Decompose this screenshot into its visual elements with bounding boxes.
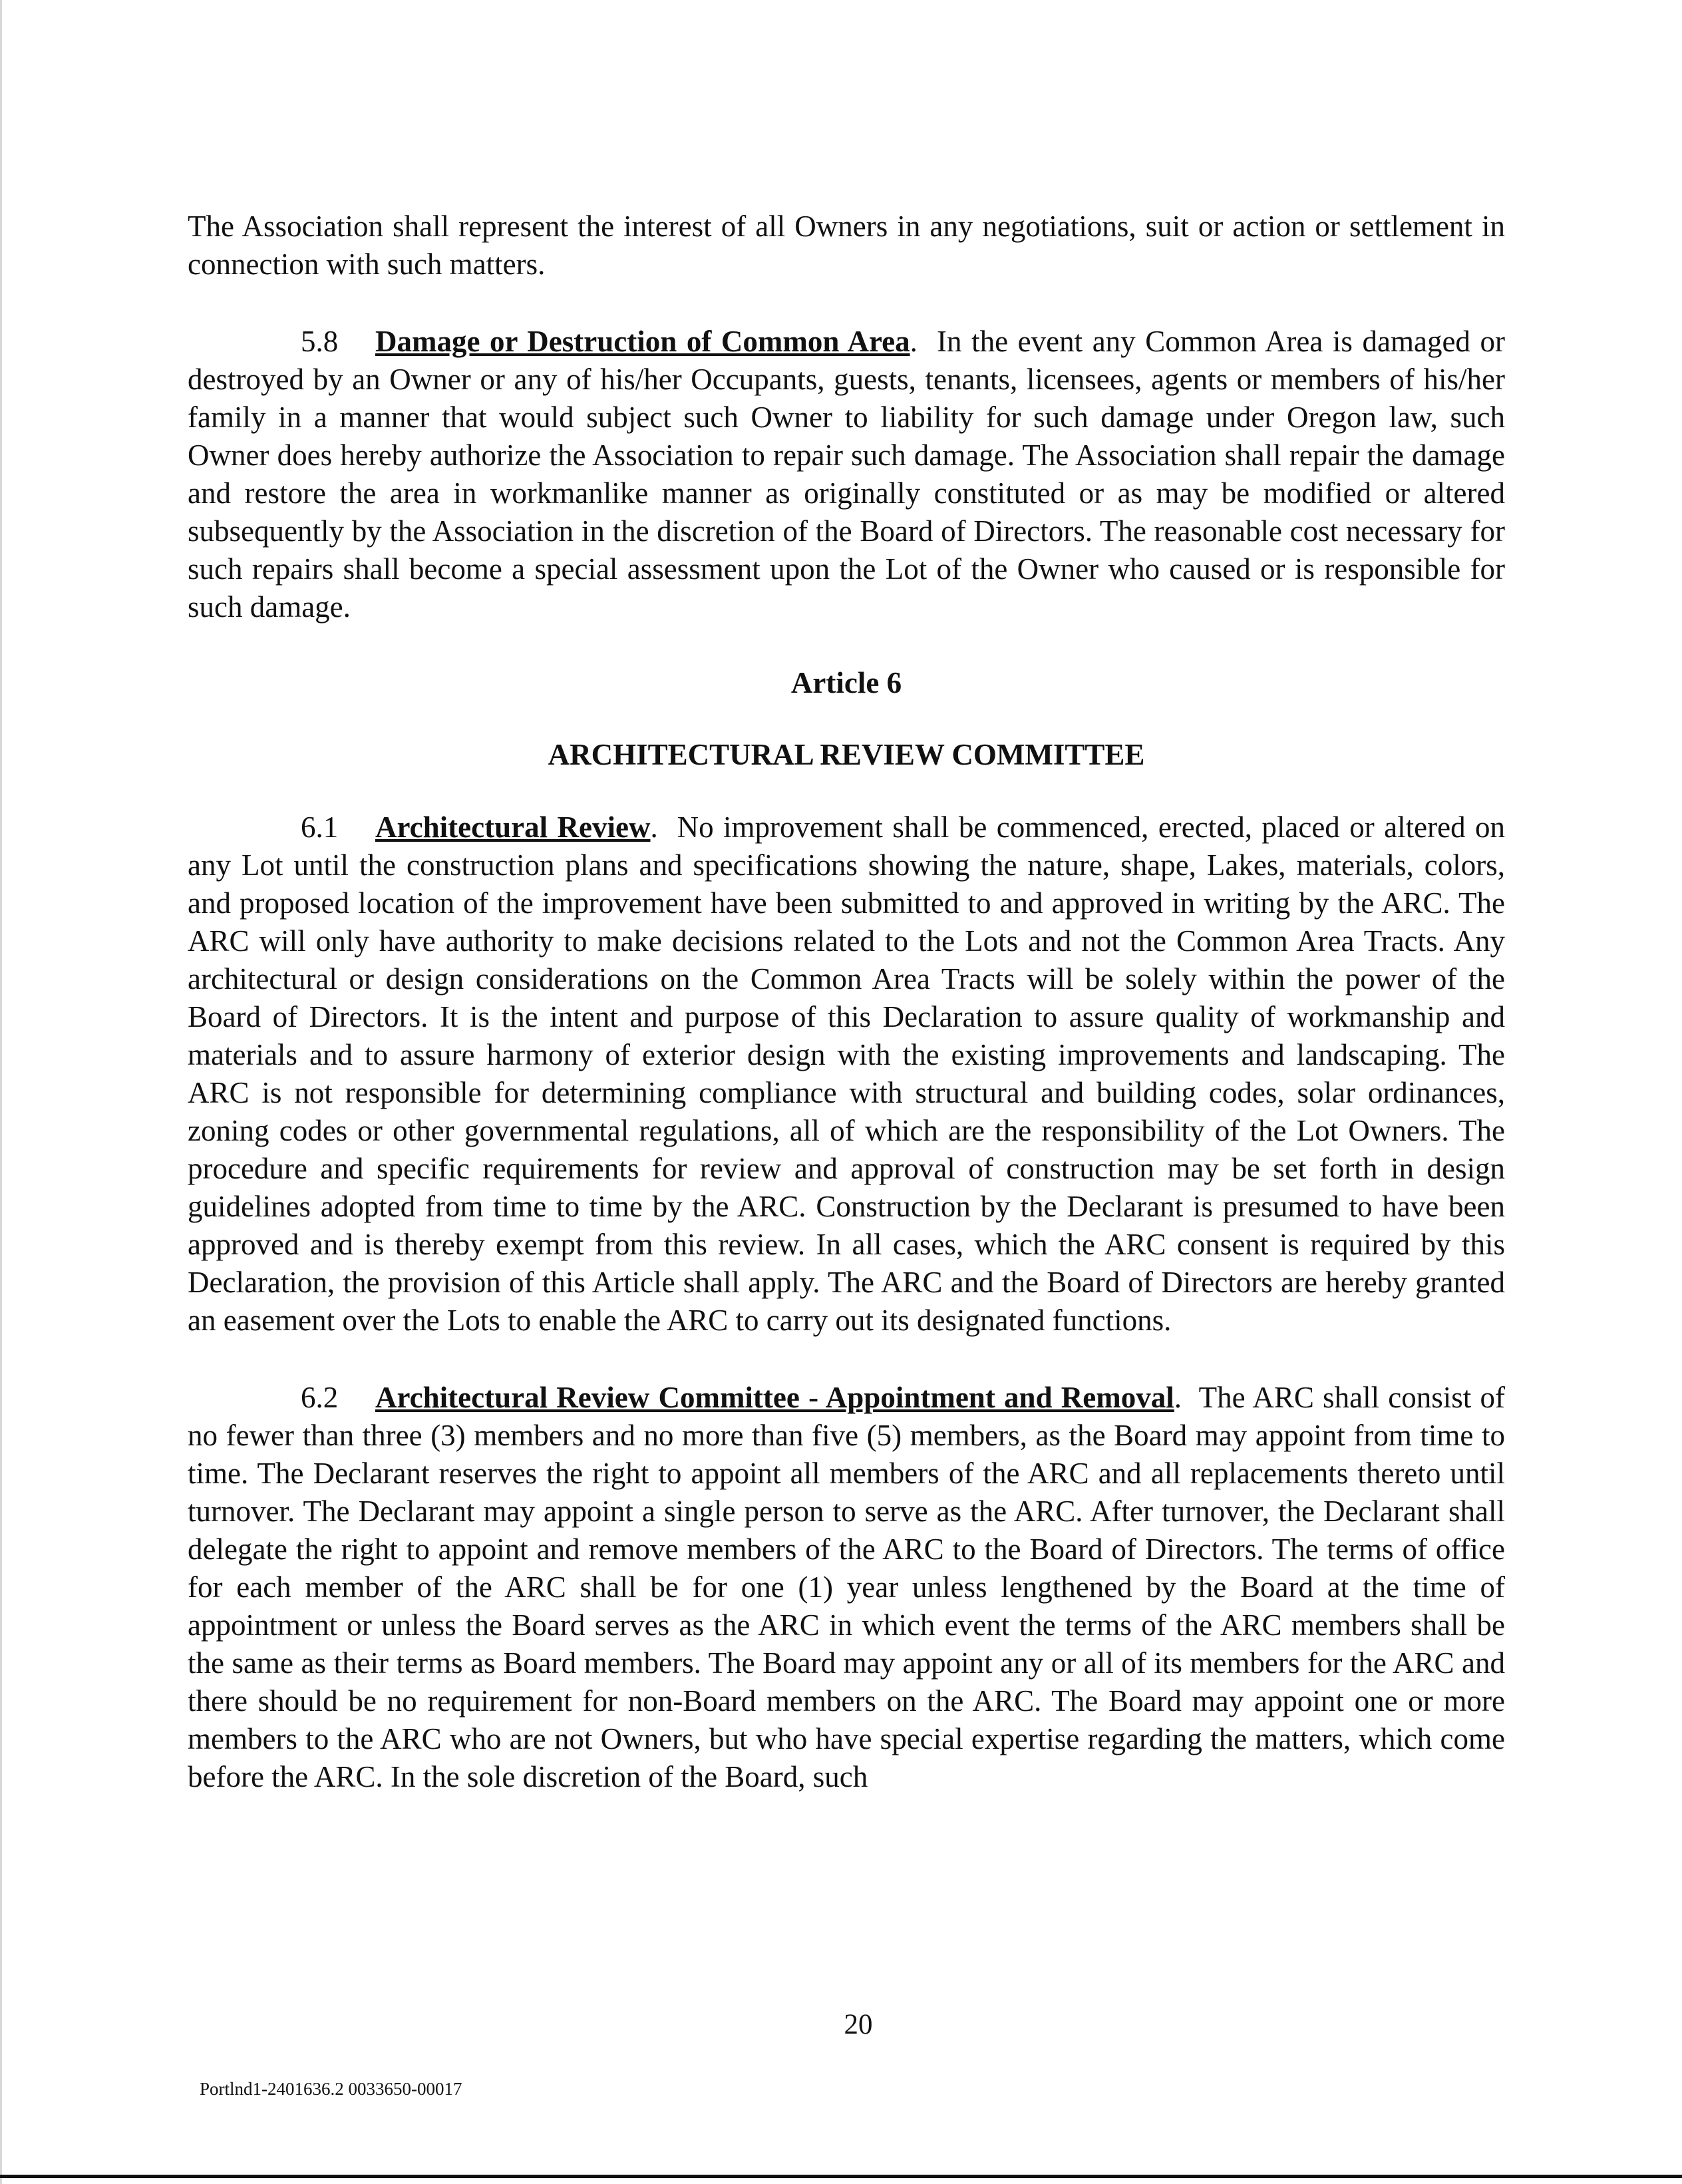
article-number: Article 6 (790, 666, 902, 699)
section-6-2-number: 6.2 (301, 1381, 339, 1414)
page-number: 20 (844, 2009, 873, 2040)
page-body (188, 208, 1505, 1835)
section-5-8-number: 5.8 (301, 325, 339, 358)
article-title: ARCHITECTURAL REVIEW COMMITTEE (548, 738, 1145, 771)
section-6-1-body: No improvement shall be commenced, erected, placed or altered on any Lot until the construction plans and specifications showing the nature, shape, Lakes, materials, colors, and proposed location of the improvement have been submitted to and approved in writing by the ARC. The ARC will only have authority to make decisions related to the Lots and not the Common Area Tracts. Any architectural or design considerations on the Common Area Tracts will be solely within the power of the Board of Directors. It is the intent and purpose of this Declaration to assure quality of workmanship and materials and to assure harmony of exterior design with the existing improvements and landscaping. The ARC is not responsible for determining compliance with structural and building codes, solar ordinances, zoning codes or other governmental regulations, all of which are the responsibility of the Lot Owners. The procedure and specific requirements for review and approval of construction may be set forth in design guidelines adopted from time to time by the ARC. Construction by the Declarant is presumed to have been approved and is thereby exempt from this review. In all cases, which the ARC consent is required by this Declaration, the provision of this Article shall apply. The ARC and the Board of Directors are hereby granted an easement over the Lots to enable the ARC to carry out its designated functions. (188, 811, 1506, 1337)
scan-bottom-edge (0, 2175, 1682, 2178)
section-6-2-title: Architectural Review Committee - Appointment and Removal (375, 1381, 1174, 1414)
section-6-1-title: Architectural Review (375, 811, 651, 844)
scan-left-edge (0, 0, 2, 2184)
section-6-1-number: 6.1 (301, 811, 339, 844)
section-6-2: 6.2 Architectural Review Committee - Appointment and Removal. The ARC shall consist of no fewer than three (3) members and no more than five (5) members, as the Board may appoint from time to time. The Declarant reserves the right to appoint all members of the ARC and all replacements thereto until turnover. The Declarant may appoint a single person to serve as the ARC. After turnover, the Declarant shall delegate the right to appoint and remove members of the ARC to the Board of Directors. The terms of office for each member of the ARC shall be for one (1) year unless lengthened by the Board at the time of appointment or unless the Board serves as the ARC in which event the terms of the ARC members shall be the same as their terms as Board members. The Board may appoint any or all of its members for the ARC and there should be no requirement for non-Board members on the ARC. The Board may appoint one or more members to the ARC who are not Owners, but who have special expertise regarding the matters, which come before the ARC. In the sole discretion of the Board, such (188, 1379, 1505, 1796)
section-6-2-body: The ARC shall consist of no fewer than three (3) members and no more than five (5) members, as the Board may appoint from time to time. The Declarant reserves the right to appoint all members of the ARC and all replacements thereto until turnover. The Declarant may appoint a single person to serve as the ARC. After turnover, the Declarant shall delegate the right to appoint and remove members of the ARC to the Board of Directors. The terms of office for each member of the ARC shall be for one (1) year unless lengthened by the Board at the time of appointment or unless the Board serves as the ARC in which event the terms of the ARC members shall be the same as their terms as Board members. The Board may appoint any or all of its members for the ARC and there should be no requirement for non-Board members on the ARC. The Board may appoint one or more members to the ARC who are not Owners, but who have special expertise regarding the matters, which come before the ARC. In the sole discretion of the Board, such (188, 1381, 1506, 1793)
section-5-8: 5.8 Damage or Destruction of Common Area. In the event any Common Area is damaged or destroyed by an Owner or any of his/her Occupants, guests, tenants, licensees, agents or members of his/her family in a manner that would subject such Owner to liability for such damage under Oregon law, such Owner does hereby authorize the Association to repair such damage. The Association shall repair the damage and restore the area in workmanlike manner as originally constituted or as may be modified or altered subsequently by the Association in the discretion of the Board of Directors. The reasonable cost necessary for such repairs shall become a special assessment upon the Lot of the Owner who caused or is responsible for such damage. (188, 323, 1505, 626)
document-footer-id: Portlnd1-2401636.2 0033650-00017 (200, 2079, 462, 2099)
section-5-8-title: Damage or Destruction of Common Area (375, 325, 910, 358)
intro-paragraph: The Association shall represent the interest of all Owners in any negotiations, suit or action or settlement in connection with such matters. (188, 210, 1505, 281)
section-5-8-body: In the event any Common Area is damaged or destroyed by an Owner or any of his/her Occupants, guests, tenants, licensees, agents or members of his/her family in a manner that would subject such Owner to liability for such damage under Oregon law, such Owner does hereby authorize the Association to repair such damage. The Association shall repair the damage and restore the area in workmanlike manner as originally constituted or as may be modified or altered subsequently by the Association in the discretion of the Board of Directors. The reasonable cost necessary for such repairs shall become a special assessment upon the Lot of the Owner who caused or is responsible for such damage. (188, 325, 1505, 624)
section-6-1: 6.1 Architectural Review. No improvement shall be commenced, erected, placed or altered on any Lot until the construction plans and specifications showing the nature, shape, Lakes, materials, colors, and proposed location of the improvement have been submitted to and approved in writing by the ARC. The ARC will only have authority to make decisions related to the Lots and not the Common Area Tracts. Any architectural or design considerations on the Common Area Tracts will be solely within the power of the Board of Directors. It is the intent and purpose of this Declaration to assure quality of workmanship and materials and to assure harmony of exterior design with the existing improvements and landscaping. The ARC is not responsible for determining compliance with structural and building codes, solar ordinances, zoning codes or other governmental regulations, all of which are the responsibility of the Lot Owners. The procedure and specific requirements for review and approval of construction may be set forth in design guidelines adopted from time to time by the ARC. Construction by the Declarant is presumed to have been approved and is thereby exempt from this review. In all cases, which the ARC consent is required by this Declaration, the provision of this Article shall apply. The ARC and the Board of Directors are hereby granted an easement over the Lots to enable the ARC to carry out its designated functions. (188, 809, 1505, 1340)
